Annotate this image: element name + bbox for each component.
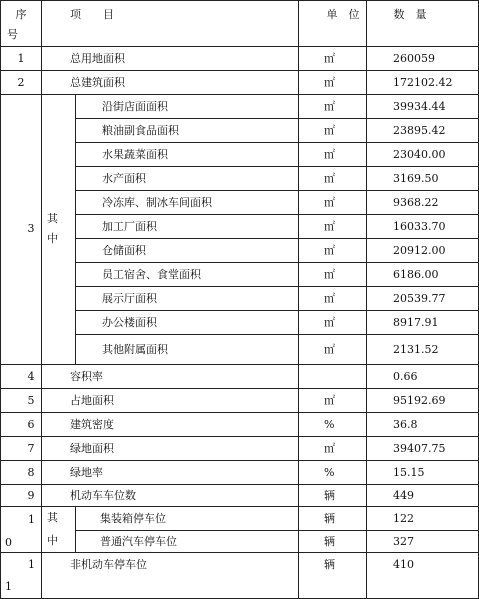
row-8-no: 8 (27, 466, 35, 479)
row-1-unit: ㎡ (324, 52, 335, 65)
row-7-qty: 39407.75 (393, 442, 446, 455)
sub-unit: ㎡ (324, 316, 335, 329)
sub-item: 员工宿舍、食堂面积 (102, 268, 201, 281)
row-1-item: 总用地面积 (70, 52, 125, 65)
sub-unit: ㎡ (324, 196, 335, 209)
sub-item: 冷冻库、制冰车间面积 (102, 196, 212, 209)
rule-s8 (75, 286, 479, 287)
row-4-no: 4 (27, 370, 35, 383)
row-7-item: 绿地面积 (70, 442, 114, 455)
sub-qty: 327 (393, 535, 414, 548)
row-2-qty: 172102.42 (393, 76, 453, 89)
sub-unit: ㎡ (324, 268, 335, 281)
row-10-no-1: 1 (28, 513, 35, 526)
row-4-qty: 0.66 (393, 370, 418, 383)
rule-s5 (75, 214, 479, 215)
rule-r10-end (0, 552, 479, 553)
row-9-unit: 辆 (324, 489, 335, 502)
row-6-item: 建筑密度 (70, 418, 114, 431)
rule-s3 (75, 166, 479, 167)
sub-item: 展示厅面积 (102, 292, 157, 305)
header-qty: 数 量 (393, 8, 427, 21)
row-5-item: 占地面积 (70, 394, 114, 407)
rule-header (0, 46, 479, 47)
sub-unit: 辆 (324, 535, 335, 548)
sub-qty: 3169.50 (393, 172, 439, 185)
row-11-unit: 辆 (324, 558, 335, 571)
header-seq-2: 号 (7, 28, 18, 41)
sub-item: 普通汽车停车位 (100, 535, 177, 548)
row-3-group-label-1: 其 (47, 212, 58, 225)
row-2-unit: ㎡ (324, 76, 335, 89)
sub-item: 仓储面积 (102, 244, 146, 257)
header-item: 项 目 (70, 8, 114, 21)
row-2-no: 2 (17, 76, 25, 89)
rule-group-10 (75, 506, 76, 552)
rule-s7 (75, 262, 479, 263)
sub-qty: 8917.91 (393, 316, 439, 329)
row-11-no-1: 1 (28, 558, 35, 571)
sub-item: 加工厂面积 (102, 220, 157, 233)
row-6-unit: % (324, 418, 335, 431)
row-4-item: 容积率 (70, 370, 103, 383)
rule-r8 (0, 484, 479, 485)
row-10-no-2: 0 (5, 536, 12, 549)
sub-qty: 39934.44 (393, 100, 446, 113)
sub-qty: 23040.00 (393, 148, 446, 161)
sub-qty: 9368.22 (393, 196, 439, 209)
sub-qty: 122 (393, 512, 414, 525)
sub-qty: 6186.00 (393, 268, 439, 281)
row-6-qty: 36.8 (393, 418, 418, 431)
sub-unit: ㎡ (324, 124, 335, 137)
sub-qty: 20539.77 (393, 292, 446, 305)
row-5-no: 5 (27, 394, 35, 407)
row-2-item: 总建筑面积 (70, 76, 125, 89)
rule-r3-end (0, 364, 479, 365)
row-11-no-2: 1 (5, 580, 12, 593)
sub-unit: ㎡ (324, 292, 335, 305)
rule-left (0, 0, 1, 599)
row-3-no: 3 (27, 222, 35, 235)
row-11-item: 非机动车停车位 (70, 558, 147, 571)
rule-r7 (0, 460, 479, 461)
sub-item: 其他附属面积 (102, 343, 168, 356)
rule-r4 (0, 388, 479, 389)
sub-unit: ㎡ (324, 343, 335, 356)
sub-qty: 20912.00 (393, 244, 446, 257)
sub-unit: ㎡ (324, 220, 335, 233)
row-6-no: 6 (27, 418, 35, 431)
row-9-no: 9 (27, 489, 35, 502)
sub-unit: ㎡ (324, 244, 335, 257)
row-7-no: 7 (27, 442, 35, 455)
row-3-group-label-2: 中 (47, 232, 58, 245)
rule-r6 (0, 436, 479, 437)
sub-item: 粮油副食品面积 (102, 124, 179, 137)
rule-unit (298, 0, 299, 599)
sub-qty: 23895.42 (393, 124, 446, 137)
rule-group-3 (75, 94, 76, 364)
sub-item: 集装箱停车位 (100, 512, 166, 525)
row-9-item: 机动车车位数 (70, 489, 136, 502)
row-8-item: 绿地率 (70, 466, 103, 479)
row-10-group-label-2: 中 (47, 534, 58, 547)
row-9-qty: 449 (393, 489, 414, 502)
rule-s10 (75, 334, 479, 335)
row-8-qty: 15.15 (393, 466, 425, 479)
header-seq-1: 序 (15, 8, 27, 21)
sub-item: 沿街店面面积 (102, 100, 168, 113)
sub-unit: ㎡ (324, 172, 335, 185)
sub-unit: ㎡ (324, 148, 335, 161)
row-8-unit: % (324, 466, 335, 479)
sub-qty: 16033.70 (393, 220, 446, 233)
rule-r10-sub (75, 530, 479, 531)
sub-qty: 2131.52 (393, 343, 439, 356)
row-5-qty: 95192.69 (393, 394, 446, 407)
rule-qty (366, 0, 367, 599)
row-11-qty: 410 (393, 558, 414, 571)
rule-s6 (75, 238, 479, 239)
rule-r5 (0, 412, 479, 413)
rule-r9 (0, 506, 479, 507)
row-10-group-label-1: 其 (47, 511, 58, 524)
rule-r2 (0, 94, 479, 95)
sub-item: 水产面积 (102, 172, 146, 185)
sub-unit: 辆 (324, 512, 335, 525)
row-7-unit: ㎡ (324, 442, 335, 455)
header-unit: 单 位 (326, 8, 360, 21)
rule-s9 (75, 310, 479, 311)
sub-item: 办公楼面积 (102, 316, 157, 329)
sub-item: 水果蔬菜面积 (102, 148, 168, 161)
rule-s2 (75, 142, 479, 143)
rule-seq (41, 0, 42, 599)
row-5-unit: ㎡ (324, 394, 335, 407)
rule-s4 (75, 190, 479, 191)
sub-unit: ㎡ (324, 100, 335, 113)
rule-top (0, 0, 479, 1)
row-1-qty: 260059 (393, 52, 435, 65)
rule-s1 (75, 118, 479, 119)
row-1-no: 1 (17, 52, 25, 65)
rule-r1 (0, 70, 479, 71)
